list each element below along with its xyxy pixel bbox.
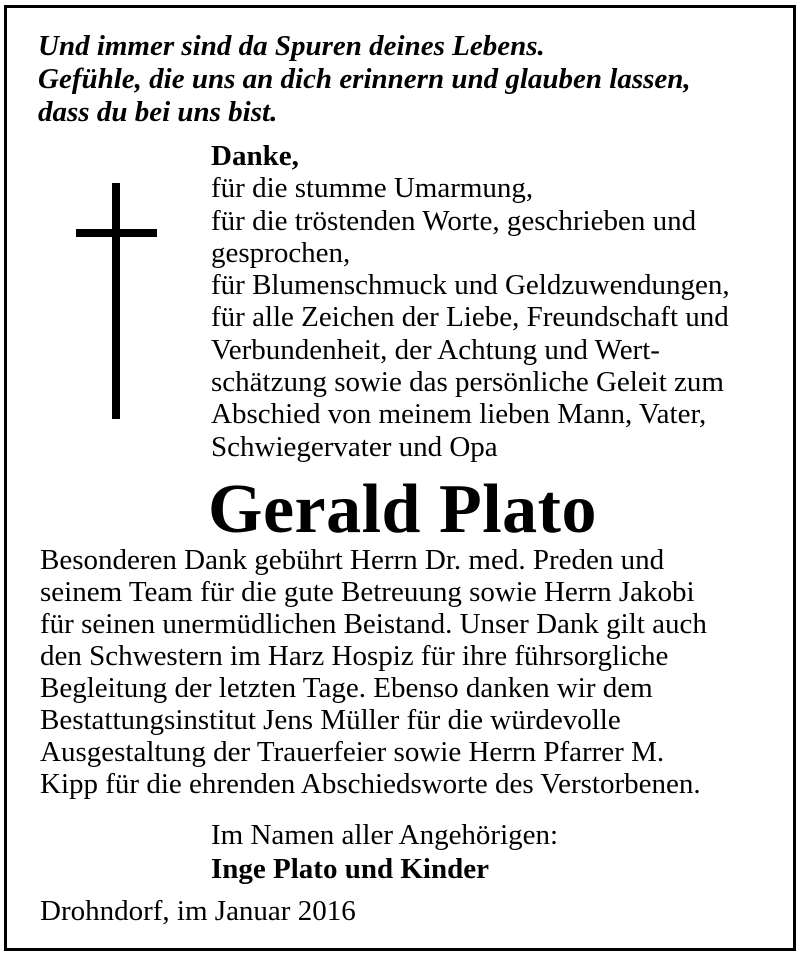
thanks-line: schätzung sowie das persönliche Geleit zum (211, 366, 724, 399)
acknowledgement-line: für seinen unermüdlichen Beistand. Unser Dank gilt auch (40, 608, 707, 640)
thanks-line: für die stumme Umarmung, (211, 172, 534, 205)
acknowledgement-line: Bestattungsinstitut Jens Müller für die würdevolle (40, 704, 621, 736)
thanks-section (211, 140, 730, 463)
acknowledgements (40, 544, 707, 800)
place-date: Drohndorf, im Januar 2016 (40, 895, 356, 927)
acknowledgement-line: Besonderen Dank gebührt Herrn Dr. med. Preden und (40, 544, 665, 576)
signature (211, 818, 558, 886)
deceased-name: Gerald Plato (208, 471, 597, 548)
thanks-heading: Danke, (211, 140, 299, 172)
thanks-line: für die tröstenden Worte, geschrieben und (211, 204, 697, 237)
motto (38, 30, 691, 129)
motto-line: dass du bei uns bist. (38, 96, 278, 128)
acknowledgement-line: den Schwestern im Harz Hospiz für ihre führsorgliche (40, 640, 669, 672)
thanks-line: für alle Zeichen der Liebe, Freundschaft und (211, 301, 729, 334)
thanks-line: Verbundenheit, der Achtung und Wert- (211, 333, 660, 366)
thanks-line: Schwiegervater und Opa (211, 430, 498, 463)
motto-line: Gefühle, die uns an dich erinnern und glauben lassen, (38, 63, 691, 95)
cross-horizontal-bar (76, 229, 157, 237)
thanks-line: für Blumenschmuck und Geldzuwendungen, (211, 269, 730, 302)
thanks-line: gesprochen, (211, 236, 351, 269)
motto-line: Und immer sind da Spuren deines Lebens. (38, 30, 545, 62)
thanks-line: Abschied von meinem lieben Mann, Vater, (211, 398, 707, 431)
acknowledgement-line: Begleitung der letzten Tage. Ebenso danken wir dem (40, 672, 653, 704)
acknowledgement-line: Kipp für die ehrenden Abschiedsworte des Verstorbenen. (40, 768, 701, 800)
acknowledgement-line: Ausgestaltung der Trauerfeier sowie Herrn Pfarrer M. (40, 736, 665, 768)
signature-intro: Im Namen aller Angehörigen: (211, 819, 559, 851)
acknowledgement-line: seinem Team für die gute Betreuung sowie Herrn Jakobi (40, 576, 695, 608)
signature-family: Inge Plato und Kinder (211, 853, 489, 885)
cross-vertical-bar (112, 183, 120, 419)
